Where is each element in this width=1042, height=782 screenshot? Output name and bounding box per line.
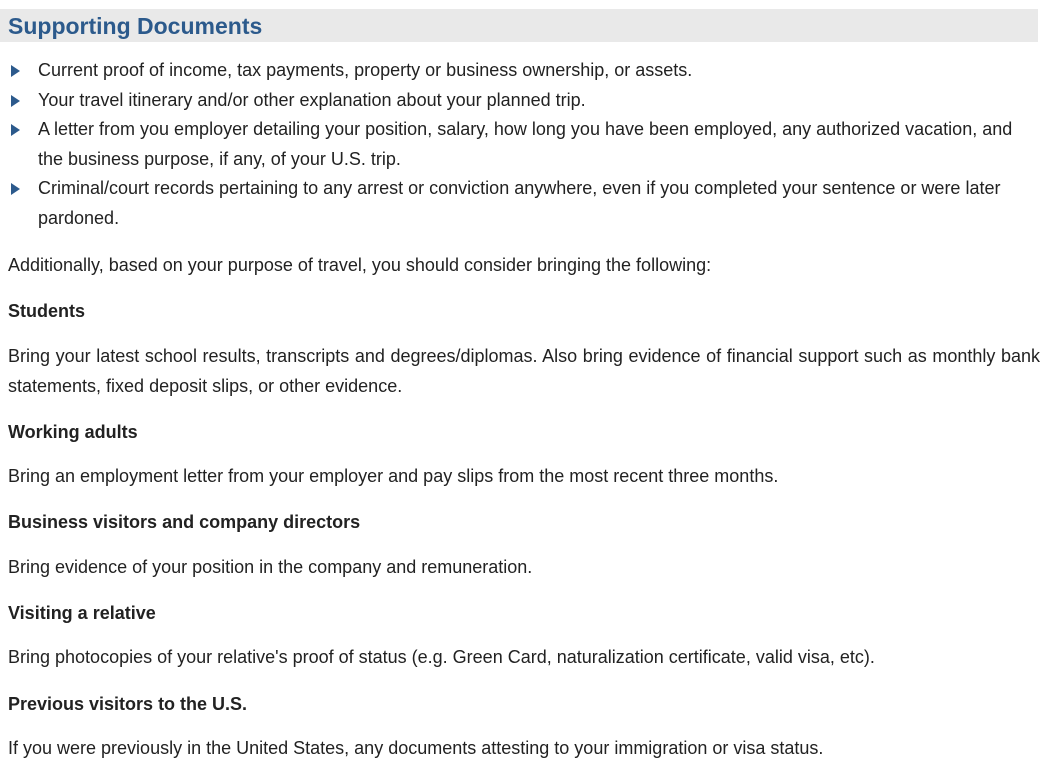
bullet-text: Your travel itinerary and/or other explanation about your planned trip.: [38, 89, 586, 110]
bullet-item: [0, 174, 1030, 233]
heading-visiting-relative: Visiting a relative: [8, 603, 156, 623]
heading-working-adults: Working adults: [8, 422, 138, 442]
bullet-item: [0, 56, 1030, 86]
bullet-arrow-icon: [11, 124, 20, 136]
paragraph-business-visitors: Bring evidence of your position in the company and remuneration.: [8, 557, 533, 577]
bullet-item: [0, 115, 1030, 174]
bullet-text: Criminal/court records pertaining to any arrest or conviction anywhere, even if you completed your sentence or were later pardoned.: [38, 178, 1001, 228]
paragraph-visiting-relative: Bring photocopies of your relative's proof of status (e.g. Green Card, naturalization certificate, valid visa, etc).: [8, 647, 875, 667]
bullet-item: [0, 86, 1030, 116]
paragraph-students: Bring your latest school results, transcripts and degrees/diplomas. Also bring evidence of financial support such as monthly bank statements, fixed deposit slips, or other evidence.: [8, 346, 1040, 396]
section-title: Supporting Documents: [8, 13, 263, 39]
intro-paragraph: Additionally, based on your purpose of travel, you should consider bringing the following:: [8, 255, 712, 275]
bullet-arrow-icon: [11, 183, 20, 195]
bullet-arrow-icon: [11, 95, 20, 107]
heading-students: Students: [8, 301, 86, 321]
paragraph-previous-visitors: If you were previously in the United States, any documents attesting to your immigration or visa status.: [8, 738, 824, 758]
bullet-text: A letter from you employer detailing your position, salary, how long you have been employed, any authorized vacation, and the business purpose, if any, of your U.S. trip.: [38, 119, 1013, 169]
bullet-text: Current proof of income, tax payments, property or business ownership, or assets.: [38, 60, 693, 80]
bullet-arrow-icon: [11, 65, 20, 77]
heading-business-visitors: Business visitors and company directors: [8, 512, 361, 532]
heading-previous-visitors: Previous visitors to the U.S.: [8, 694, 248, 714]
paragraph-working-adults: Bring an employment letter from your employer and pay slips from the most recent three months.: [8, 466, 779, 486]
documents-bullet-list: [0, 56, 1030, 233]
